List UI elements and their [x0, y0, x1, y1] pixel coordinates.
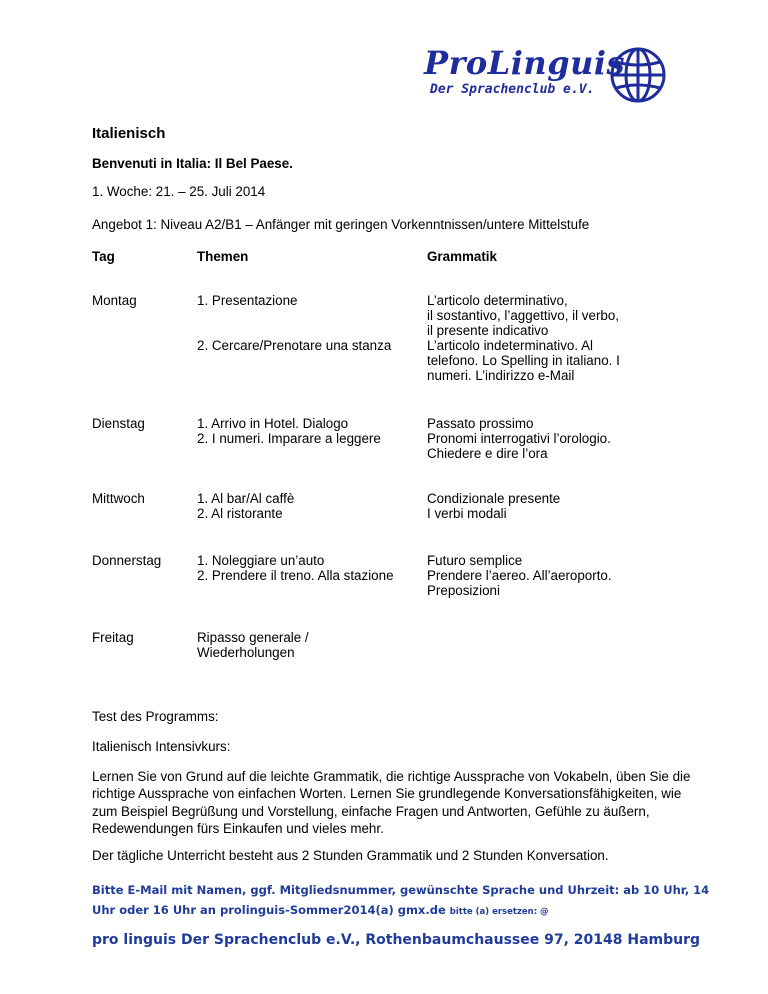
page-title: Italienisch: [92, 125, 166, 142]
contact-email-line: [92, 903, 549, 917]
table-row-grammar: Futuro semplice Prendere l’aereo. All’aeroporto. Preposizioni: [427, 553, 612, 598]
table-header-day: Tag: [92, 249, 115, 264]
table-header-topics: Themen: [197, 249, 249, 264]
email-text: Uhr oder 16 Uhr an prolinguis-Sommer2014(a) gmx.de: [92, 903, 446, 917]
subtitle: Benvenuti in Italia: Il Bel Paese.: [92, 156, 293, 171]
test-label: Test des Programms:: [92, 709, 219, 724]
table-row-day: Montag: [92, 293, 137, 308]
logo-name: ProLinguis: [424, 44, 625, 82]
table-header-grammar: Grammatik: [427, 249, 497, 264]
table-row-day: Freitag: [92, 630, 134, 645]
table-row-topics: 1. Presentazione 2. Cercare/Prenotare una stanza: [197, 293, 392, 353]
table-row-day: Mittwoch: [92, 491, 145, 506]
table-row-topics: 1. Al bar/Al caffè 2. Al ristorante: [197, 491, 295, 521]
table-row-topics: 1. Arrivo in Hotel. Dialogo 2. I numeri. Imparare a leggere: [197, 416, 381, 446]
table-row-grammar: Passato prossimo Pronomi interrogativi l’orologio. Chiedere e dire l’ora: [427, 416, 611, 461]
prolinguis-logo: [424, 38, 714, 110]
logo-tagline: Der Sprachenclub e.V.: [430, 82, 595, 97]
week-dates: 1. Woche: 21. – 25. Juli 2014: [92, 184, 266, 199]
globe-icon: [609, 46, 667, 104]
club-address: pro linguis Der Sprachenclub e.V., Rothenbaumchaussee 97, 20148 Hamburg: [92, 932, 701, 948]
table-row-topics: 1. Noleggiare un’auto 2. Prendere il treno. Alla stazione: [197, 553, 394, 583]
table-row-grammar: L’articolo determinativo, il sostantivo, l’aggettivo, il verbo, il presente indicativo L’articolo indeterminativo. Al telefono. Lo Spelling in italiano. I numeri. L’indirizzo e-Mail: [427, 293, 620, 383]
daily-schedule: Der tägliche Unterricht besteht aus 2 Stunden Grammatik und 2 Stunden Konversation.: [92, 848, 609, 863]
offer-description: Angebot 1: Niveau A2/B1 – Anfänger mit geringen Vorkenntnissen/untere Mittelstufe: [92, 217, 590, 232]
table-row-day: Donnerstag: [92, 553, 162, 568]
course-label: Italienisch Intensivkurs:: [92, 739, 231, 754]
contact-instructions: Bitte E-Mail mit Namen, ggf. Mitgliedsnummer, gewünschte Sprache und Uhrzeit: ab 10 Uhr, 14: [92, 883, 710, 897]
email-note: bitte (a) ersetzen: @: [449, 907, 549, 917]
table-row-grammar: Condizionale presente I verbi modali: [427, 491, 561, 521]
course-description: Lernen Sie von Grund auf die leichte Grammatik, die richtige Aussprache von Vokabeln, üben Sie die richtige Aussprache von einfachen Worten. Lernen Sie grundlegende Konversationsfähigkeiten, wie zum Beispiel Begrüßung und Vorstellung, einfache Fragen und Antworten, Gefühle zu äußern, Redewendungen fürs Einkaufen und vieles mehr.: [92, 769, 691, 836]
table-row-day: Dienstag: [92, 416, 145, 431]
table-row-topics: Ripasso generale / Wiederholungen: [197, 630, 309, 660]
